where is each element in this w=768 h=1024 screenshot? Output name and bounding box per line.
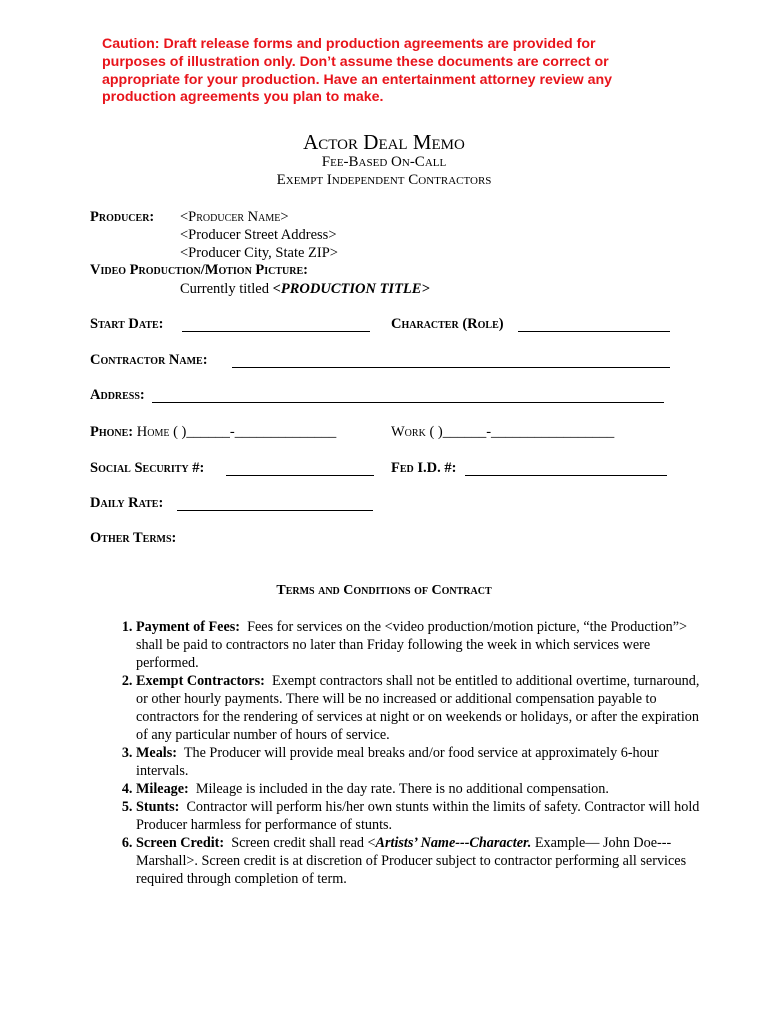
document-title: Actor Deal Memo — [303, 130, 465, 154]
term-item — [136, 618, 706, 672]
daily-rate-field[interactable] — [177, 496, 373, 511]
term-name: Exempt Contractors: — [136, 673, 265, 689]
contractor-name-field[interactable] — [232, 353, 670, 368]
term-text: Contractor will perform his/her own stunts within the limits of safety. Contractor will hold Producer harmless for performance of stunts. — [136, 799, 700, 833]
term-name: Payment of Fees: — [136, 619, 241, 635]
work-phone-field[interactable]: ( )______-_________________ — [429, 424, 615, 440]
document-subtitle-fee: Fee-Based On-Call — [321, 154, 447, 170]
ssn-label: Social Security #: — [90, 460, 205, 476]
term-item — [136, 780, 706, 798]
character-label: Character (Role) — [391, 316, 504, 332]
term-name: Meals: — [136, 745, 177, 761]
ssn-field[interactable] — [226, 461, 374, 476]
production-title-line — [180, 281, 430, 298]
term-credit-format: Artists’ Name---Character. — [375, 835, 532, 851]
phone-label: Phone: — [90, 424, 134, 440]
contractor-name-label: Contractor Name: — [90, 352, 208, 368]
fed-id-field[interactable] — [465, 461, 667, 476]
character-field[interactable] — [518, 317, 670, 332]
term-name: Mileage: — [136, 781, 189, 797]
daily-rate-label: Daily Rate: — [90, 495, 164, 511]
terms-list — [110, 618, 706, 888]
producer-name: <Producer Name> — [180, 209, 289, 225]
term-text: Screen credit shall read < — [231, 835, 376, 851]
producer-street: <Producer Street Address> — [180, 227, 337, 243]
start-date-label: Start Date: — [90, 316, 164, 332]
fed-id-label: Fed I.D. #: — [391, 460, 457, 476]
term-item — [136, 798, 706, 834]
terms-heading: Terms and Conditions of Contract — [276, 583, 492, 598]
phone-row — [90, 424, 336, 441]
home-phone-field[interactable]: ( )______-______________ — [173, 424, 337, 440]
term-name: Stunts: — [136, 799, 180, 815]
term-item — [136, 672, 706, 744]
other-terms-label: Other Terms: — [90, 530, 177, 546]
home-label: Home — [136, 424, 170, 440]
production-prefix: Currently titled — [180, 281, 273, 297]
caution-notice: Caution: Draft release forms and production agreements are provided for purposes of illustration only. Don’t assume these documents are correct or appropriate for your production. Have an entertainment attorney review any production agreements you plan to make. — [102, 36, 613, 106]
term-text: Exempt contractors shall not be entitled to additional overtime, turnaround, or other hourly payments. There will be no increased or additional compensation payable to contractors for the rendering of services at night or on weekends or holidays, or after the expiration of any particular number of hours of service. — [136, 673, 700, 743]
producer-city: <Producer City, State ZIP> — [180, 245, 338, 261]
term-text: The Producer will provide meal breaks and/or food service at approximately 6-hour intervals. — [136, 745, 659, 779]
work-phone-row — [391, 424, 614, 441]
term-text: Fees for services on the <video production/motion picture, “the Production”> shall be paid to contractors no later than Friday following the week in which services were performed. — [136, 619, 688, 671]
production-title: <PRODUCTION TITLE> — [272, 281, 430, 297]
address-field[interactable] — [152, 388, 664, 403]
document-subtitle-exempt: Exempt Independent Contractors — [276, 172, 492, 188]
term-text-continued: Example— John Doe---Marshall>. Screen credit is at discretion of Producer subject to contractor performing all services required through completion of term. — [136, 835, 687, 887]
start-date-field[interactable] — [182, 317, 370, 332]
address-label: Address: — [90, 387, 145, 403]
production-label: Video Production/Motion Picture: — [90, 262, 309, 278]
producer-label: Producer: — [90, 209, 155, 225]
term-name: Screen Credit: — [136, 835, 225, 851]
term-text: Mileage is included in the day rate. There is no additional compensation. — [195, 781, 609, 797]
work-label: Work — [391, 424, 426, 440]
term-item — [136, 834, 706, 888]
term-item — [136, 744, 706, 780]
